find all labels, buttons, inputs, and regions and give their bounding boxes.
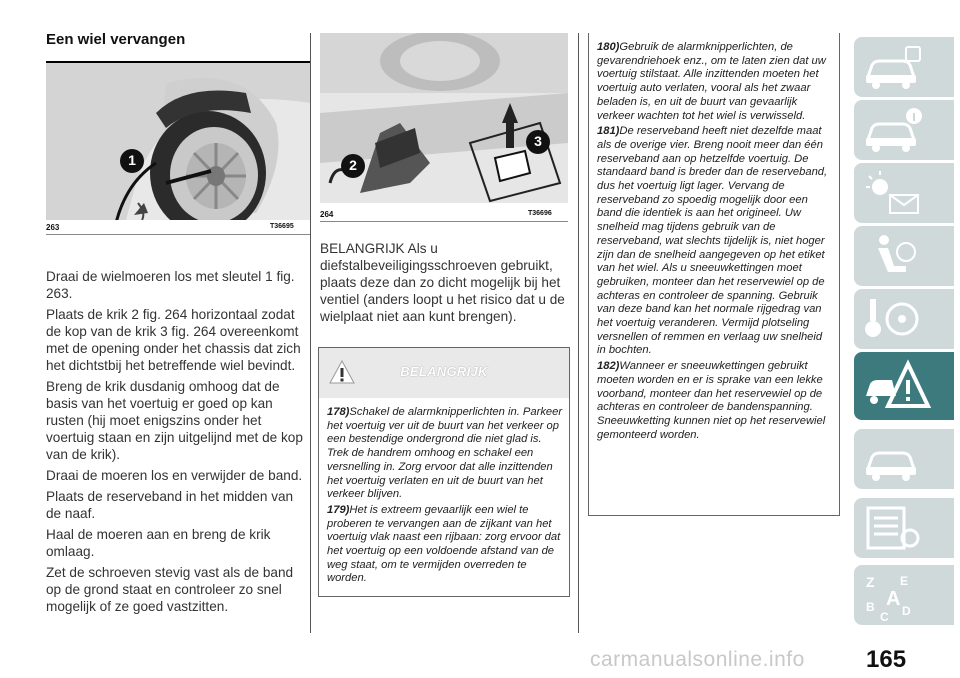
- column-divider-1: [310, 33, 311, 633]
- warning-item-180-text: Gebruik de alarmknipperlichten, de gevarendriehoek enz., om te laten zien dat uw voertuig stilstaat. Alle inzittenden moeten het voertuig auto verlaten, vooral als het zwaar beladen is, en uit de buurt van gevaarlijk verkeer wachten tot het wiel is verwisseld.: [597, 41, 826, 122]
- warning-item-181-text: De reserveband heeft niet dezelfde maat als de overige vier. Breng nooit meer dan één reserveband aan op hetzelfde voertuig. De standaard band is breder dan de reserveband, dus het voertuig ligt lager. Vervang de reserveband zo spoedig mogelijk door een band die identiek is aan het origineel. Uw snelheid mag tijdens gebruik van de reserveband, wat slechts tijdelijk is, niet hoger zijn dan de snelheid aangegeven op het etiket van het wiel. Als u sneeuwkettingen moet gebruiken, monteer dan het reservewiel op de achteras en controleer de spanning. Gebruik van deze band kan het normale rijgedrag van het voertuig veranderen. Vermijd plotseling versnellen of remmen en verlaag uw snelheid in bochten.: [597, 125, 828, 357]
- car-info-icon: [862, 43, 924, 91]
- right-warning-items: [597, 41, 833, 442]
- warning-item-179-number: 179): [327, 503, 350, 516]
- warning-item-178-number: 178): [327, 406, 350, 418]
- warning-item-179: [327, 504, 563, 586]
- figure-263-code: T36695: [270, 223, 294, 230]
- paragraph-4: Draai de moeren los en verwijder de band.: [46, 468, 303, 483]
- tab-starting-driving[interactable]: [854, 289, 954, 349]
- figure-264-number: 264: [320, 210, 334, 219]
- important-paragraph: BELANGRIJK Als u diefstalbeveiligingsschroeven gebruikt, plaats deze dan zo dicht mogelijk bij het ventiel (anders loopt u het risico dat u de wielplaat niet aan kunt brengen).: [320, 241, 565, 324]
- warning-item-179-text: Het is extreem gevaarlijk een wiel te proberen te vervangen aan de zijkant van het voertuig vlak naast een rijbaan: zorg ervoor dat het voertuig op een voldoende afstand van de weg staat, om te vermijden overreden te worden.: [327, 503, 561, 585]
- warning-item-181: [597, 125, 833, 358]
- svg-text:D: D: [902, 604, 911, 618]
- tab-technical-data[interactable]: [854, 498, 954, 558]
- light-mail-icon: [862, 169, 924, 217]
- figure-264-image: [320, 33, 568, 203]
- warning-box-continued: [588, 33, 840, 516]
- specs-list-icon: [862, 504, 924, 552]
- section-title: Een wiel vervangen: [46, 31, 186, 48]
- key-steering-icon: [862, 295, 924, 343]
- left-text-column: [46, 268, 308, 615]
- warning-title: BELANGRIJK: [400, 364, 488, 379]
- warning-box: [318, 347, 570, 597]
- warning-item-180: [597, 41, 833, 123]
- paragraph-3: Breng de krik dusdanig omhoog dat de basis van het voertuig er goed op kan rusten (hij moet enigszins onder het voertuig staan en zijn uitgelijnd met de kop van de krik).: [46, 379, 303, 462]
- tab-index[interactable]: [854, 565, 954, 625]
- callout-1: 1: [128, 152, 136, 168]
- warning-item-182-number: 182): [597, 360, 620, 373]
- tab-maintenance[interactable]: [854, 429, 954, 489]
- warning-items: [327, 406, 563, 586]
- tab-car-info[interactable]: [854, 37, 954, 97]
- warning-header: [319, 348, 569, 398]
- paragraph-7: Zet de schroeven stevig vast als de band op de grond staat en controleer zo snel mogelijk of ze goed vastzitten.: [46, 565, 294, 614]
- page-number: 165: [866, 646, 907, 673]
- tab-emergency[interactable]: [854, 352, 954, 420]
- paragraph-5: Plaats de reserveband in het midden van de naaf.: [46, 489, 294, 521]
- warning-item-178: [327, 406, 563, 502]
- paragraph-2: Plaats de krik 2 fig. 264 horizontaal zodat de kop van de krik 3 fig. 264 overeenkomt met de opening onder het chassis dat zich het dichtstbij het betreffende wiel bevindt.: [46, 307, 301, 373]
- svg-text:A: A: [886, 588, 901, 610]
- alphabet-index-icon: [862, 571, 924, 623]
- tab-safety[interactable]: [854, 226, 954, 286]
- figure-263-number: 263: [46, 223, 60, 232]
- paragraph-6: Haal de moeren aan en breng de krik omlaag.: [46, 527, 271, 559]
- svg-text:C: C: [880, 610, 889, 623]
- seat-airbag-icon: [862, 232, 924, 280]
- svg-text:Z: Z: [866, 574, 875, 590]
- figure-264-rule: [320, 221, 568, 222]
- car-service-icon: [862, 435, 924, 483]
- svg-text:E: E: [900, 574, 909, 588]
- warning-item-180-number: 180): [597, 41, 620, 53]
- callout-2: 2: [349, 157, 357, 173]
- wheel-nut-illustration: [46, 63, 310, 220]
- warning-item-182-text: Wanneer er sneeuwkettingen gebruikt moeten worden en er is sprake van een lekke voorband, monteer dan het reservewiel op de achteras en controleer de bandenspanning. Sneeuwketting kunnen niet op het reservewiel gemonteerd worden.: [597, 360, 826, 441]
- jack-illustration: [320, 33, 568, 203]
- figure-263-rule: [46, 234, 310, 235]
- tab-car-information[interactable]: [854, 100, 954, 160]
- figure-263-image: [46, 63, 310, 220]
- warning-item-178-text: Schakel de alarmknipperlichten in. Parkeer het voertuig ver uit de buurt van het verkeer op een bestendige ondergrond die niet glad is. Trek de handrem omhoog en schakel een versnelling in. Zorg ervoor dat alle inzittenden het voertuig verlaten en uit de buurt van het verkeer blijven.: [327, 406, 563, 501]
- callout-3: 3: [534, 133, 542, 149]
- watermark: carmanualsonline.info: [590, 648, 805, 671]
- warning-item-181-number: 181): [597, 125, 620, 138]
- warning-item-182: [597, 360, 833, 442]
- figure-264-code: T36696: [528, 210, 552, 217]
- column-divider-2: [578, 33, 579, 633]
- svg-text:B: B: [866, 600, 875, 614]
- emergency-triangle-icon: [862, 358, 932, 414]
- tab-lights-messages[interactable]: [854, 163, 954, 223]
- paragraph-1: Draai de wielmoeren los met sleutel 1 fig. 263.: [46, 269, 295, 301]
- car-info-i-icon: [862, 106, 924, 154]
